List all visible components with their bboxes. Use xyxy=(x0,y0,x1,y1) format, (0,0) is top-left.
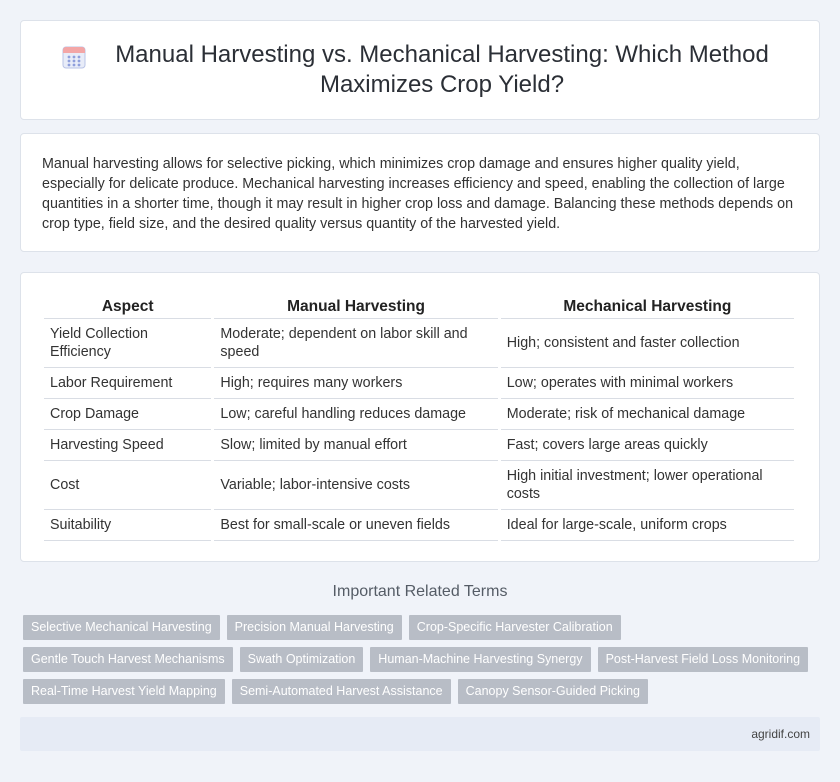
related-terms-title: Important Related Terms xyxy=(332,583,508,600)
table-cell: Yield Collection Efficiency xyxy=(44,319,211,368)
related-term-tag[interactable]: Precision Manual Harvesting xyxy=(227,615,402,640)
table-cell: Best for small-scale or uneven fields xyxy=(214,510,497,541)
footer-site-link[interactable]: agridif.com xyxy=(751,727,810,741)
table-cell: Low; operates with minimal workers xyxy=(501,368,794,399)
table-cell: Moderate; dependent on labor skill and speed xyxy=(214,319,497,368)
related-term-tag[interactable]: Post-Harvest Field Loss Monitoring xyxy=(598,647,809,672)
table-cell: Harvesting Speed xyxy=(44,430,211,461)
table-row xyxy=(44,319,794,368)
page-title: Manual Harvesting vs. Mechanical Harvesting: Which Method Maximizes Crop Yield? xyxy=(115,41,769,98)
table-cell: Suitability xyxy=(44,510,211,541)
table-cell: High initial investment; lower operational costs xyxy=(501,461,794,510)
table-cell: Variable; labor-intensive costs xyxy=(214,461,497,510)
table-row xyxy=(44,430,794,461)
related-term-tag[interactable]: Semi-Automated Harvest Assistance xyxy=(232,679,451,704)
table-row xyxy=(44,461,794,510)
footer xyxy=(20,717,820,751)
table-cell: Slow; limited by manual effort xyxy=(214,430,497,461)
table-cell: Labor Requirement xyxy=(44,368,211,399)
related-term-tag[interactable]: Canopy Sensor-Guided Picking xyxy=(458,679,648,704)
table-cell: High; consistent and faster collection xyxy=(501,319,794,368)
table-row xyxy=(44,368,794,399)
calendar-icon xyxy=(61,44,87,70)
related-term-tag[interactable]: Human-Machine Harvesting Synergy xyxy=(370,647,590,672)
related-term-tag[interactable]: Swath Optimization xyxy=(240,647,364,672)
comparison-table xyxy=(41,293,797,541)
intro-card xyxy=(20,133,820,252)
title-card xyxy=(20,20,820,120)
title-wrap xyxy=(21,40,819,100)
related-term-tag[interactable]: Selective Mechanical Harvesting xyxy=(23,615,220,640)
table-cell: Cost xyxy=(44,461,211,510)
table-cell: Fast; covers large areas quickly xyxy=(501,430,794,461)
related-term-tag[interactable]: Real-Time Harvest Yield Mapping xyxy=(23,679,225,704)
table-cell: Ideal for large-scale, uniform crops xyxy=(501,510,794,541)
related-terms-list xyxy=(23,615,823,711)
table-cell: Moderate; risk of mechanical damage xyxy=(501,399,794,430)
table-row xyxy=(44,510,794,541)
table-row xyxy=(44,399,794,430)
table-cell: Crop Damage xyxy=(44,399,211,430)
table-cell: High; requires many workers xyxy=(214,368,497,399)
header-aspect: Aspect xyxy=(44,293,211,319)
intro-paragraph: Manual harvesting allows for selective picking, which minimizes crop damage and ensures higher quality yield, especially for delicate produce. Mechanical harvesting increases efficiency and speed, enabling the collection of large quantities in a shorter time, though it may result in higher crop loss and damage. Balancing these methods depends on crop type, field size, and the desired quality versus quantity of the harvested yield. xyxy=(42,156,794,232)
table-cell: Low; careful handling reduces damage xyxy=(214,399,497,430)
table-header-row xyxy=(44,293,794,319)
comparison-card xyxy=(20,272,820,562)
header-mechanical: Mechanical Harvesting xyxy=(501,293,794,319)
related-term-tag[interactable]: Crop-Specific Harvester Calibration xyxy=(409,615,621,640)
header-manual: Manual Harvesting xyxy=(214,293,497,319)
related-term-tag[interactable]: Gentle Touch Harvest Mechanisms xyxy=(23,647,233,672)
